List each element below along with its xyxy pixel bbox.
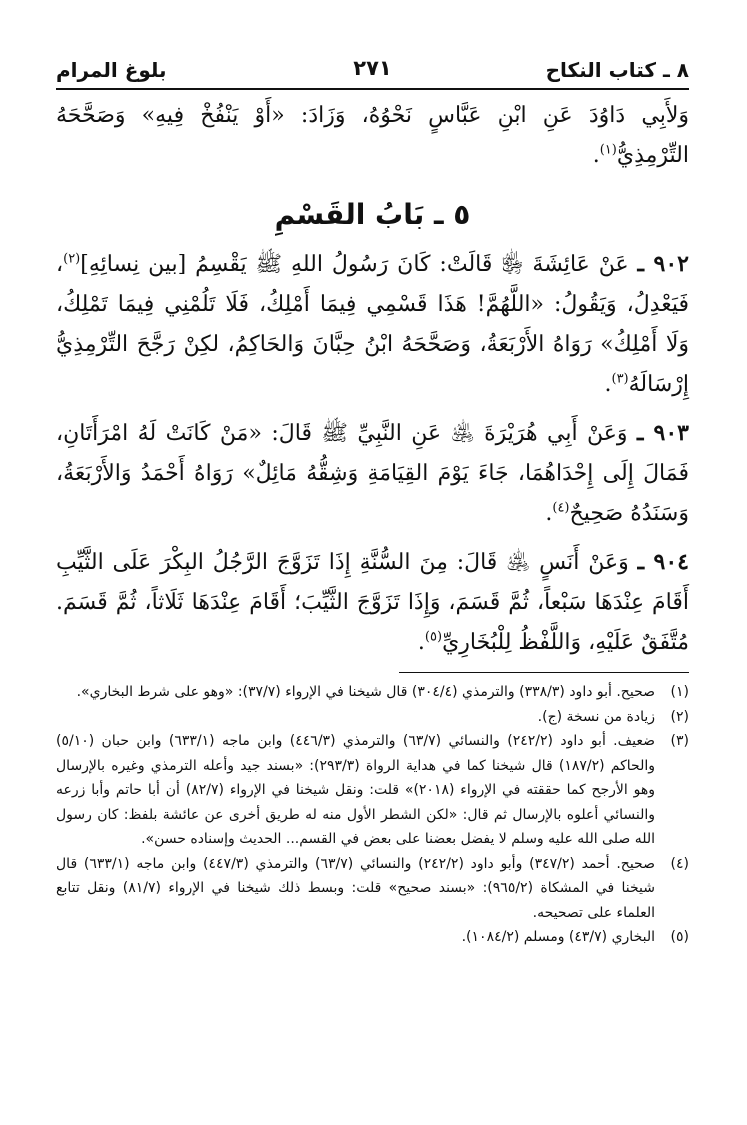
hadith-end: .	[545, 501, 553, 526]
footnote-text: البخاري (٤٣/٧) ومسلم (١٠٨٤/٢).	[461, 929, 655, 945]
running-chapter-title: ٨ ـ كتاب النكاح	[545, 58, 689, 82]
footnote-text: صحيح. أحمد (٣٤٧/٢) وأبو داود (٢٤٢/٢) والنسائي (٦٣/٧) والترمذي (٤٤٧/٣) وابن ماجه (٦٣٣/١) قال شيخنا في المشكاة (٩٦٥/٢): «بسند صحيح» قلت: وبسط ذلك شيخنا في الإرواء (٨١/٧) ونقل تتابع العلماء على تصحيحه.	[56, 855, 655, 921]
chapter-heading: ٥ ـ بَابُ القَسْمِ	[274, 198, 471, 231]
footnote-ref: (٥)	[424, 629, 443, 645]
footnote-ref: (٣)	[611, 371, 629, 387]
footnote-label: (٤)	[670, 855, 689, 872]
footnote-ref: (١)	[599, 142, 617, 158]
hadith-end: .	[417, 630, 425, 655]
hadith-902	[56, 244, 689, 405]
footnote-separator	[399, 672, 689, 673]
hadith-number: ٩٠٣ ـ	[636, 420, 689, 446]
hadith-number: ٩٠٤ ـ	[637, 549, 689, 575]
hadith-904	[56, 542, 689, 663]
running-book-title: بلوغ المرام	[56, 58, 167, 82]
hadith-text: عَنْ عَائِشَةَ ﵂ قَالَتْ: كَانَ رَسُولُ اللهِ ﷺ يَقْسِمُ [بين نِسائِهِ]	[80, 252, 629, 277]
hadith-text-cont: ، فَيَعْدِلُ، وَيَقُولُ: «اللَّهُمَّ! هَذَا قَسْمِي فِيمَا أَمْلِكُ، فَلَا تَلُمْنِي فِيمَا تَمْلِكُ، وَلَا أَمْلِكُ» رَوَاهُ الأَرْبَعَةُ، وَصَحَّحَهُ ابْنُ حِبَّانَ وَالحَاكِمُ، لكِنْ رَجَّحَ التِّرْمِذِيُّ إِرْسَالَهُ	[56, 252, 689, 397]
page-header	[56, 54, 689, 90]
footnote-ref: (٢)	[63, 251, 81, 267]
footnote-2	[56, 705, 689, 730]
footnote-label: (٢)	[670, 708, 689, 725]
hadith-number: ٩٠٢ ـ	[637, 251, 689, 277]
footnote-5	[56, 925, 689, 950]
footnote-label: (٣)	[670, 733, 689, 749]
footnote-ref: (٤)	[552, 500, 570, 516]
footnotes	[56, 680, 689, 950]
page-number: ٢٧١	[353, 56, 392, 80]
footnote-text: صحيح. أبو داود (٣٣٨/٣) والترمذي (٣٠٤/٤) قال شيخنا في الإرواء (٣٧/٧): «وهو على شرط البخاري».	[76, 684, 655, 700]
footnote-3	[56, 729, 689, 852]
footnote-4	[56, 852, 689, 926]
footnote-label: (١)	[670, 684, 689, 700]
footnote-text: زيادة من نسخة (ج).	[537, 708, 655, 725]
hadith-text: وَعَنْ أَنَسٍ ﵁ قَالَ: مِنَ السُّنَّةِ إِذَا تَزَوَّجَ الرَّجُلُ البِكْرَ عَلَى الثَّيِّبِ أَقَامَ عِنْدَهَا سَبْعاً، ثُمَّ قَسَمَ، وَإِذَا تَزَوَّجَ الثَّيِّبَ؛ أَقَامَ عِنْدَهَا ثَلَاثاً، ثُمَّ قَسَمَ. مُتَّفَقٌ عَلَيْهِ، وَاللَّفْظُ لِلْبُخَارِيِّ	[56, 550, 689, 655]
main-text	[56, 96, 689, 663]
intro-text: وَلأَبِي دَاوُدَ عَنِ ابْنِ عَبَّاسٍ نَحْوُهُ، وَزَادَ: «أَوْ يَنْفُخْ فِيهِ» وَصَحَّحَهُ التِّرْمِذِيُّ	[56, 103, 689, 168]
hadith-903	[56, 413, 689, 534]
footnote-text: ضعيف. أبو داود (٢٤٢/٢) والنسائي (٦٣/٧) والترمذي (٤٤٦/٣) وابن ماجه (٦٣٣/١) وابن حبان (٥/١٠) والحاكم (١٨٧/٢) قال شيخنا كما في هداية الرواة (٢٩٣/٣): «بسند جيد وأعله الترمذي وغيره بالإرسال وهو الأرجح كما حققته في الإرواء (٢٠١٨)» قلت: ونقل شيخنا في الإرواء (٨٢/٧) أن أبا حاتم وأبا زرعه والنسائي أعلوه بالإرسال ثم قال: «لكن الشطر الأول منه له طريق أخرى عن عائشة بلفظ: كان رسول الله صلى الله عليه وسلم لا يفضل بعضنا على بعض في القسم... الحديث وإسناده حسن».	[56, 733, 656, 847]
hadith-end: .	[604, 372, 612, 397]
intro-end: .	[592, 143, 600, 168]
hadith-text: وَعَنْ أَبِي هُرَيْرَةَ ﵁ عَنِ النَّبِيِّ ﷺ قَالَ: «مَنْ كَانَتْ لَهُ امْرَأَتَانِ، فَمَالَ إِلَى إِحْدَاهُمَا، جَاءَ يَوْمَ القِيَامَةِ وَشِقُّهُ مَائِلٌ» رَوَاهُ أَحْمَدُ وَالأَرْبَعَةُ، وَسَنَدُهُ صَحِيحٌ	[56, 421, 689, 526]
footnote-1	[56, 680, 689, 705]
intro-paragraph	[56, 96, 689, 176]
footnote-label: (٥)	[670, 929, 689, 945]
